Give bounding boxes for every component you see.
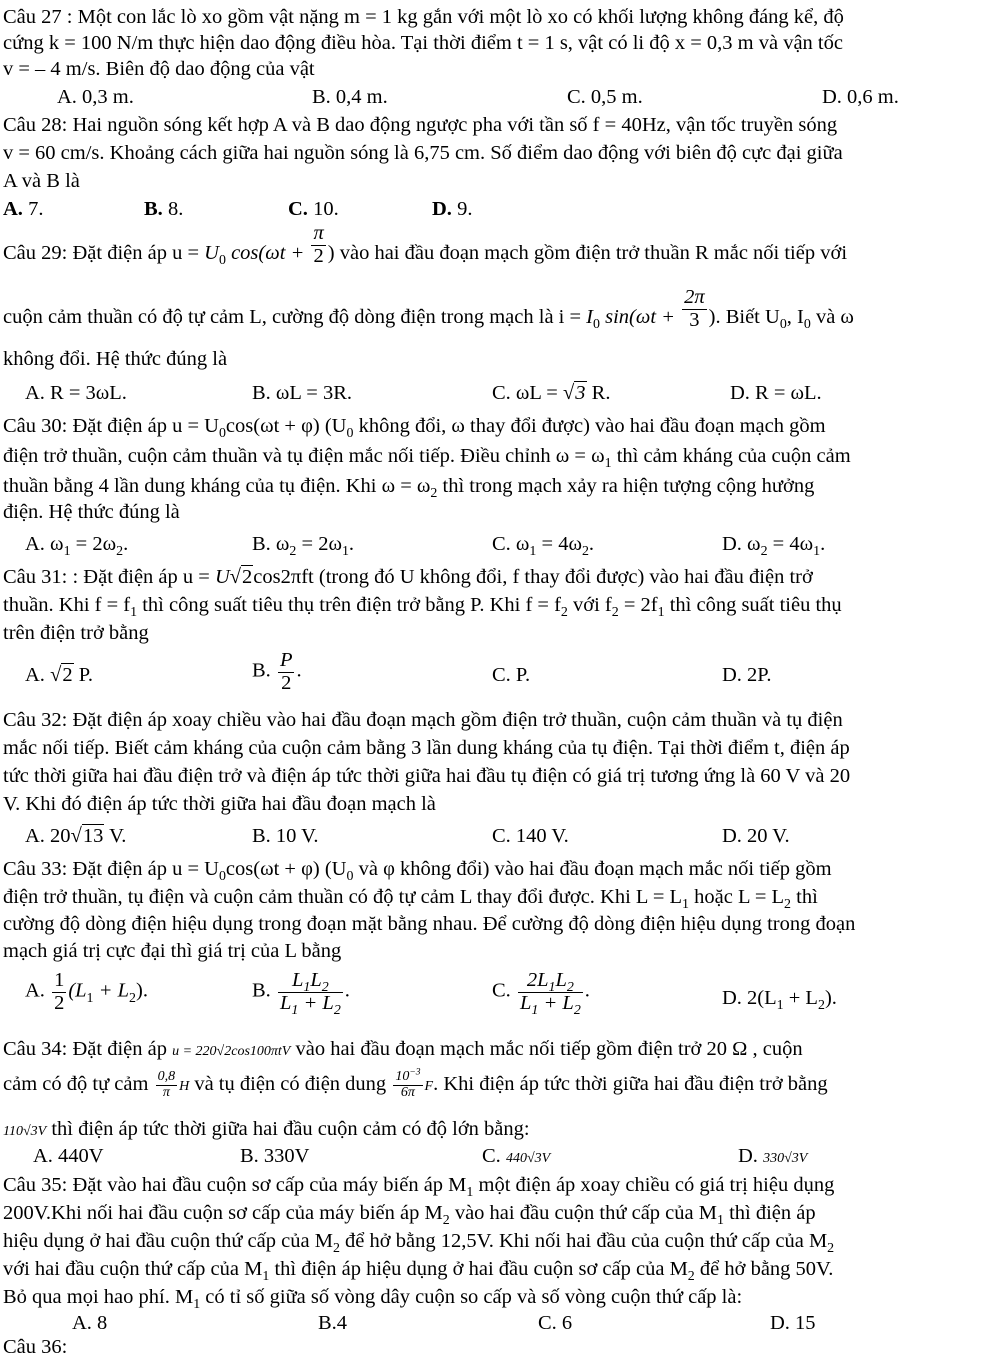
q29-line1: Câu 29: Đặt điện áp $u = U_0$ cos(ωt + $\frac{\pi}{2}$ ) vào hai đầu đoạn mạch gồm điện trở thuần R mắc nối tiếp với <box>3 222 848 269</box>
q33-line1: Câu 33: Đặt điện áp $u = U_0\cos(\omega t + \varphi)$ ($U_0$ và φ không đổi) vào hai đầu đoạn mạch mắc nối tiếp gồm <box>3 858 832 885</box>
q34-option-a: A. 440V <box>33 1145 104 1167</box>
q30-line4: điện. Hệ thức đúng là <box>3 501 180 523</box>
q27-line3: v = – 4 m/s. Biên độ dao động của vật <box>3 58 315 80</box>
q29-option-c: C. ωL = √3 R. <box>492 382 611 404</box>
q31-option-d: D. 2P. <box>722 664 772 686</box>
q31-line3: trên điện trở bằng <box>3 622 149 644</box>
q30-option-c: C. $\omega_1 = 4\omega_2$. <box>492 533 595 560</box>
q32-line3: tức thời giữa hai đầu điện trở và điện áp tức thời giữa hai đầu tụ điện có giá trị tương ứng là 60 V và 20 <box>3 765 851 787</box>
q35-line4: với hai đầu cuộn thứ cấp của $M_1$ thì điện áp hiệu dụng ở hai đầu cuộn sơ cấp của $M_2$ để hở bằng 50V. <box>3 1258 834 1285</box>
q28-option-b: B. 8. <box>144 198 184 220</box>
q35-line5: Bỏ qua mọi hao phí. $M_1$ có tỉ số giữa số vòng dây cuộn so cấp và số vòng cuộn thứ cấp là: <box>3 1286 743 1313</box>
q28-option-a: A. 7. <box>3 198 44 220</box>
q29-option-d: D. R = ωL. <box>730 382 822 404</box>
q35-line1: Câu 35: Đặt vào hai đầu cuộn sơ cấp của máy biến áp $M_1$ một điện áp xoay chiều có giá trị hiệu dụng <box>3 1174 835 1201</box>
q28-option-d: D. 9. <box>432 198 473 220</box>
q27-option-d: D. 0,6 m. <box>822 86 899 108</box>
q29-option-b: B. ωL = 3R. <box>252 382 353 404</box>
q35-line3: hiệu dụng ở hai đầu cuộn thứ cấp của $M_2$ để hở bằng 12,5V. Khi nối hai đầu của cuộn thứ cấp của $M_2$ <box>3 1230 835 1257</box>
q30-option-d: D. $\omega_2 = 4\omega_1$. <box>722 533 826 560</box>
q34-line2: cảm có độ tự cảm $\frac{0,8}{\pi}$ H và tụ điện có điện dung $\frac{10^{-3}}{6\pi}$ F. Khi điện áp tức thời giữa hai đầu điện trở bằng <box>3 1067 828 1100</box>
q29-option-a: A. R = 3ωL. <box>25 382 127 404</box>
q28-line3: A và B là <box>3 170 80 192</box>
q27-line1: Câu 27 : Một con lắc lò xo gồm vật nặng m = 1 kg gắn với một lò xo có khối lượng không đáng kể, độ <box>3 6 844 28</box>
q32-option-c: C. 140 V. <box>492 825 569 847</box>
q32-line1: Câu 32: Đặt điện áp xoay chiều vào hai đầu đoạn mạch gồm điện trở thuần, cuộn cảm thuần và tụ điện <box>3 709 843 731</box>
q28-line2: v = 60 cm/s. Khoảng cách giữa hai nguồn sóng là 6,75 cm. Số điểm dao động với biên độ cực đại giữa <box>3 142 843 164</box>
q33-line3: cường độ dòng điện hiệu dụng trong đoạn mặt bằng nhau. Để cường độ dòng điện hiệu dụng trong đoạn <box>3 913 856 935</box>
q32-option-b: B. 10 V. <box>252 825 319 847</box>
q30-option-a: A. $\omega_1 = 2\omega_2$. <box>25 533 129 560</box>
q29-line2: cuộn cảm thuần có độ tự cảm L, cường độ dòng điện trong mạch là $i = I_0$ sin(ωt + $\frac{2\pi}{3}$ ). Biết $U_0$, $I_0$ và ω <box>3 286 854 333</box>
q30-line3: thuần bằng 4 lần dung kháng của tụ điện. Khi $\omega = \omega_2$ thì trong mạch xảy ra hiện tượng cộng hưởng <box>3 475 815 502</box>
q27-option-c: C. 0,5 m. <box>567 86 643 108</box>
q29-line3: không đổi. Hệ thức đúng là <box>3 348 228 370</box>
q31-option-b: B. $\frac{P}{2}$ . <box>252 649 302 694</box>
q32-option-a: A. 20√13 V. <box>25 825 127 847</box>
q32-line4: V. Khi đó điện áp tức thời giữa hai đầu đoạn mạch là <box>3 793 436 815</box>
q31-option-a: A. √2 P. <box>25 664 93 686</box>
q30-line2: điện trở thuần, cuộn cảm thuần và tụ điện mắc nối tiếp. Điều chỉnh $\omega = \omega_1$ thì cảm kháng của cuộn cảm <box>3 445 851 472</box>
q32-option-d: D. 20 V. <box>722 825 790 847</box>
q33-option-d: D. $2(L_1 + L_2)$. <box>722 987 837 1014</box>
q31-line2: thuần. Khi $f = f_1$ thì công suất tiêu thụ trên điện trở bằng P. Khi $f = f_2$ với $f_2 = 2f_1$ thì công suất tiêu thụ <box>3 594 842 621</box>
q32-line2: mắc nối tiếp. Biết cảm kháng của cuộn cảm bằng 3 lần dung kháng của tụ điện. Tại thời điểm t, điện áp <box>3 737 850 759</box>
q28-option-c: C. 10. <box>288 198 339 220</box>
q30-option-b: B. $\omega_2 = 2\omega_1$. <box>252 533 355 560</box>
q28-line1: Câu 28: Hai nguồn sóng kết hợp A và B dao động ngược pha với tần số f = 40Hz, vận tốc truyền sóng <box>3 114 838 136</box>
q33-option-b: B. $\frac{L_1L_2}{L_1 + L_2}$ . <box>252 969 350 1018</box>
q31-line1: Câu 31: : Đặt điện áp u = U√2cos2πft (trong đó U không đổi, f thay đổi được) vào hai đầu điện trở <box>3 566 813 588</box>
q35-line2: 200V.Khi nối hai đầu cuộn sơ cấp của máy biến áp $M_2$ vào hai đầu cuộn thứ cấp của $M_1$ thì điện áp <box>3 1202 816 1229</box>
q35-option-d: D. 15 <box>770 1312 816 1334</box>
q35-option-c: C. 6 <box>538 1312 573 1334</box>
q33-line4: mạch giá trị cực đại thì giá trị của L bằng <box>3 940 342 962</box>
q31-option-c: C. P. <box>492 664 531 686</box>
q33-option-c: C. $\frac{2L_1L_2}{L_1 + L_2}$ . <box>492 969 590 1018</box>
q27-option-a: A. 0,3 m. <box>57 86 134 108</box>
q33-option-a: A. $\frac{1}{2}$ $(L_1 + L_2)$. <box>25 969 148 1014</box>
q30-line1: Câu 30: Đặt điện áp $u = U_0\cos(\omega t + \varphi)$ ($U_0$ không đổi, ω thay đổi được) vào hai đầu đoạn mạch gồm <box>3 415 826 442</box>
q34-line1: Câu 34: Đặt điện áp u = 220√2cos100πtV vào hai đầu đoạn mạch mắc nối tiếp gồm điện trở 20 Ω , cuộn <box>3 1038 803 1060</box>
q34-option-c: C. 440√3V <box>482 1145 551 1167</box>
q34-line3: 110√3V thì điện áp tức thời giữa hai đầu cuộn cảm có độ lớn bằng: <box>3 1118 530 1140</box>
q34-option-b: B. 330V <box>240 1145 310 1167</box>
q36-line1: Câu 36: <box>3 1336 68 1358</box>
q35-option-b: B.4 <box>318 1312 348 1334</box>
q34-option-d: D. 330√3V <box>738 1145 808 1167</box>
q27-line2: cứng k = 100 N/m thực hiện dao động điều hòa. Tại thời điểm t = 1 s, vật có li độ x = 0,3 m và vận tốc <box>3 32 843 54</box>
q27-option-b: B. 0,4 m. <box>312 86 388 108</box>
q33-line2: điện trở thuần, tụ điện và cuộn cảm thuần có độ tự cảm L thay đổi được. Khi $L = L_1$ hoặc $L = L_2$ thì <box>3 886 818 913</box>
q35-option-a: A. 8 <box>72 1312 108 1334</box>
